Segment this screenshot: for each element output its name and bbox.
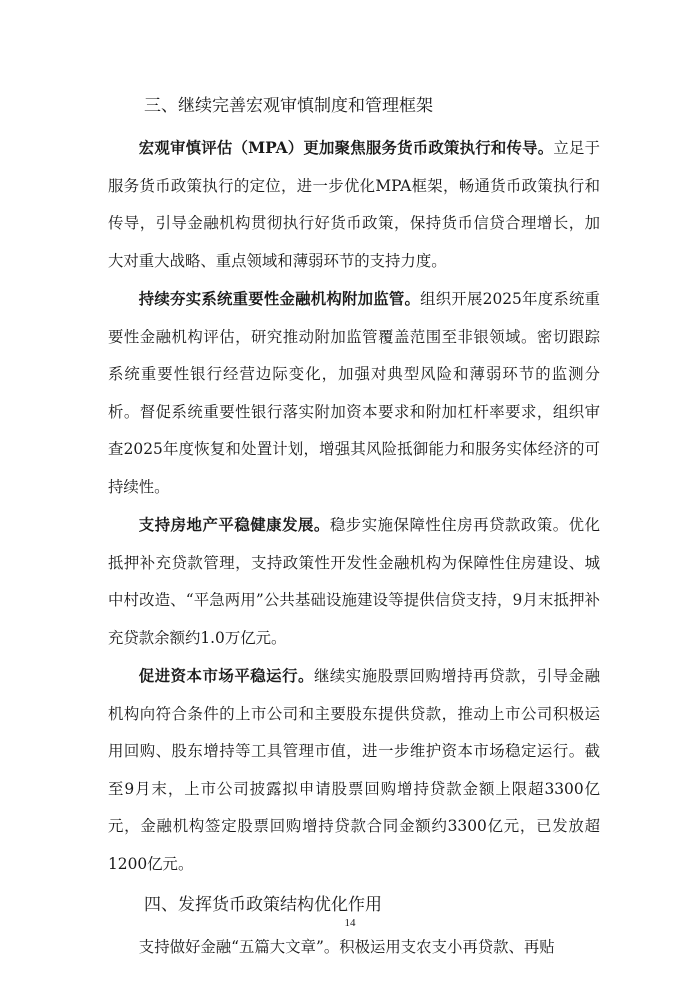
section-heading-4: 四、发挥货币政策结构优化作用 [144, 895, 382, 915]
page-content [108, 88, 600, 967]
paragraph-lead: 宏观审慎评估（MPA）更加聚焦服务货币政策执行和传导。 [138, 139, 554, 157]
paragraph-body: 组织开展2025年度系统重要性金融机构评估，研究推动附加监管覆盖范围至非银领域。密切跟踪系统重要性银行经营边际变化，加强对典型风险和薄弱环节的监测分析。督促系统重要性银行落实附加资本要求和附加杠杆率要求，组织审查2025年度恢复和处置计划，增强其风险抵御能力和服务实体经济的可持续性。 [108, 290, 600, 496]
paragraph-body: 立足于服务货币政策执行的定位，进一步优化MPA框架，畅通货币政策执行和传导，引导金融机构贯彻执行好货币政策，保持货币信贷合理增长，加大对重大战略、重点领域和薄弱环节的支持力度。 [108, 139, 600, 270]
page-number: 14 [344, 917, 356, 929]
paragraph-lead: 持续夯实系统重要性金融机构附加监管。 [138, 290, 421, 308]
paragraph-five-articles: 支持做好金融“五篇大文章”。积极运用支农支小再贷款、再贴 [138, 938, 555, 956]
paragraph-lead: 支持房地产平稳健康发展。 [138, 516, 330, 534]
paragraph-body: 稳步实施保障性住房再贷款政策。优化抵押补充贷款管理，支持政策性开发性金融机构为保障性住房建设、城中村改造、“平急两用”公共基础设施建设等提供信贷支持，9月末抵押补充贷款余额约1.0万亿元。 [108, 516, 600, 647]
paragraph-body: 继续实施股票回购增持再贷款，引导金融机构向符合条件的上市公司和主要股东提供贷款，推动上市公司积极运用回购、股东增持等工具管理市值，进一步维护资本市场稳定运行。截至9月末，上市公司披露拟申请股票回购增持贷款金额上限超3300亿元，金融机构签定股票回购增持贷款合同金额约3300亿元，已发放超1200亿元。 [108, 667, 600, 873]
paragraph-real-estate [108, 507, 600, 657]
paragraph-capital-market [108, 658, 600, 883]
paragraph-sifi [108, 281, 600, 506]
section-heading-3: 三、继续完善宏观审慎制度和管理框架 [144, 96, 433, 116]
paragraph-mpa [108, 130, 600, 280]
paragraph-lead: 促进资本市场平稳运行。 [138, 667, 314, 685]
